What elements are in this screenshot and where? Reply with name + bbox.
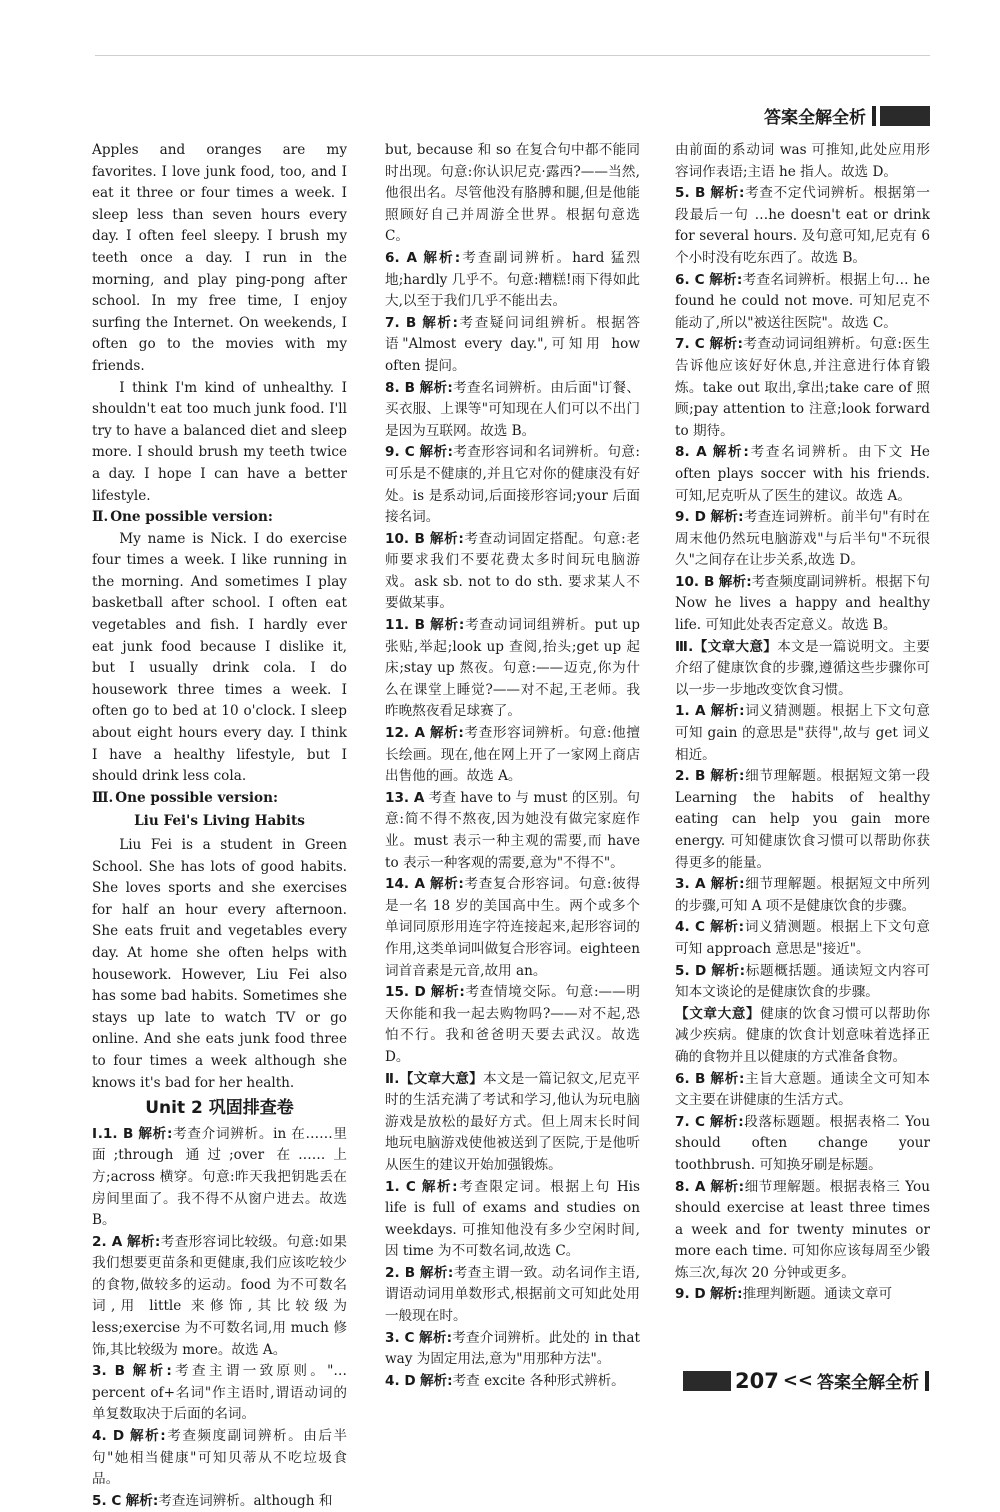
answer-label: 解析: <box>130 1428 166 1445</box>
answer-number: 5. D <box>675 962 707 979</box>
paragraph: Liu Fei is a student in Green School. She has lots of good habits. She loves sports and she exercises for half an hour every afternoon. She eats fruit and vegetables every day. At home she often helps with housework. However, Liu Fei also has some bad habits. Sometimes she stays up late to watch TV or go online. And she eats junk food three to four times a week although she knows it's bad for her health. <box>92 837 347 1091</box>
answer-text: 考查主谓一致。动名词作主语,谓语动词用单数形式,根据前文可知此处用一般现在时。 <box>385 1264 640 1325</box>
answer-label: 解析: <box>430 617 465 634</box>
answer-number: 13. A <box>385 789 425 806</box>
answer-label: 解析: <box>710 1178 745 1195</box>
answer-number: 12. A <box>385 725 425 742</box>
answer-text: 本文是一篇记叙文,尼克平时的生活充满了考试和学习,他认为玩电脑游戏是放松的最好方式。但上周末长时间地玩电脑游戏使他被送到了医院,于是他听从医生的建议开始加强锻炼。 <box>385 1070 640 1173</box>
answer-item <box>675 183 930 269</box>
answer-label: 解析: <box>710 1070 745 1087</box>
answer-text: 考查名词辨析。根据上句… he found he could not move. 可知尼克不能动了,所以"被送往医院"。故选 C。 <box>675 271 930 331</box>
answer-label: 解析: <box>419 444 453 461</box>
answer-number: 3. C <box>385 1329 415 1346</box>
answer-number: 8. B <box>385 379 416 396</box>
answer-item <box>675 507 930 572</box>
answer-label: 解析: <box>718 573 752 590</box>
section-number: Ⅲ. <box>92 789 114 806</box>
answer-item <box>385 313 640 378</box>
answer-number: 3. A <box>675 876 706 893</box>
answer-item <box>92 1232 347 1362</box>
answer-label: 解析: <box>710 703 745 720</box>
answer-text: 考查动词固定搭配。句意:老师要求我们不要花费太多时间玩电脑游戏。ask sb. not to do sth. 要求某人不要做某事。 <box>385 530 640 612</box>
answer-item <box>675 701 930 766</box>
answer-text: 考查不定代词辨析。根据第一段最后一句 …he doesn't eat or drink for several hours. 及句意可知,尼克有 6 个小时没有吃东西了。故选 B。 <box>675 185 931 266</box>
answer-label: 解析: <box>419 1372 453 1389</box>
section-number: Ⅰ. <box>92 1125 103 1142</box>
answer-item <box>675 961 930 1004</box>
answer-label: 解析: <box>710 919 745 936</box>
answer-number: 6. A <box>385 249 417 266</box>
answer-number: 9. C <box>385 444 415 461</box>
section-number: Ⅱ. <box>92 509 109 526</box>
answer-label: 【文章大意】 <box>399 1070 483 1087</box>
page-number: 207 <box>735 1368 779 1393</box>
answer-number: 15. D <box>385 984 426 1001</box>
answer-number: 1. C <box>385 1178 416 1195</box>
answer-text: 考查主谓一致原则。"…percent of+名词"作主语时,谓语动词的单复数取决于后面的名词。 <box>92 1363 347 1423</box>
footer-label: 答案全解全析 <box>817 1373 920 1393</box>
answer-text: 考查连词辨析。前半句"有时在周末他仍然玩电脑游戏"与后半句"不玩很久"之间存在让步关系,故选 D。 <box>675 509 931 569</box>
column-1 <box>92 140 347 1512</box>
answer-label: 解析: <box>419 379 453 396</box>
answer-item <box>385 378 640 443</box>
answer-text: 考查频度副词辨析。由后半句"她相当健康"可知贝蒂从不吃垃圾食品。 <box>92 1428 348 1488</box>
answer-text: 细节理解题。根据短文中所列的步骤,可知 A 项不是健康饮食的步骤。 <box>675 876 931 914</box>
answer-number: 1. B <box>102 1125 134 1142</box>
answer-text: 考查动词词组辨析。句意:医生告诉他应该好好休息,并注意进行体育锻炼。take out 取出,拿出;take care of 照顾;pay attention to 注意;look forward to 期待。 <box>675 336 930 439</box>
answer-item <box>92 1361 347 1426</box>
answer-number: 5. C <box>92 1492 122 1509</box>
answer-item <box>675 1112 930 1177</box>
answer-label: 解析: <box>709 336 743 353</box>
answer-item <box>385 723 640 788</box>
section-number: Ⅱ. <box>385 1070 400 1087</box>
section-heading <box>92 507 347 529</box>
answer-text: 词义猜测题。根据上下文句意可知 gain 的意思是"获得",故与 get 词义相近。 <box>675 703 931 763</box>
answer-label: 解析: <box>711 962 746 979</box>
answer-number: 2. B <box>385 1264 416 1281</box>
answer-number: 6. C <box>675 271 705 288</box>
answer-label: 解析: <box>125 1492 159 1509</box>
answer-item <box>675 1004 930 1069</box>
answer-label: 解析: <box>429 725 464 742</box>
header-rule <box>95 55 930 56</box>
answer-text: 标题概括题。通读短文内容可知本文谈论的是健康饮食的步骤。 <box>675 962 931 1001</box>
answer-text: 考查形容词比较级。句意:如果我们想要更苗条和更健康,我们应该吃较少的食物,做较多的运动。food 为不可数名词,用 little 来修饰,其比较级为 less;exercise 为不可数名词,用 much 修饰,其比较级为 more。故选 A。 <box>92 1233 347 1358</box>
answer-label: 解析: <box>430 984 465 1001</box>
header <box>764 103 930 128</box>
answer-label: 解析: <box>710 185 745 202</box>
header-block <box>880 106 930 126</box>
answer-item <box>675 572 930 637</box>
answer-text: 考查介词辨析。此处的 in that way 为固定用法,意为"用那种方法"。 <box>385 1329 641 1368</box>
answer-label: 解析: <box>126 1233 161 1250</box>
answer-text: 考查 excite 各种形式辨析。 <box>452 1372 625 1389</box>
unit-title: Unit 2 巩固排查卷 <box>145 1098 294 1119</box>
answer-item <box>385 1263 640 1328</box>
answer-number: 2. A <box>92 1233 123 1250</box>
answer-text: 主旨大意题。通读全文可知本文主要在讲健康的生活方式。 <box>675 1070 931 1109</box>
answer-label: 解析: <box>710 876 745 893</box>
answer-text: 考查副词辨析。hard 猛烈地;hardly 几乎不。句意:糟糕!雨下得如此大,以至于我们几乎不能出去。 <box>385 249 640 310</box>
answer-number: 7. C <box>675 336 705 353</box>
answer-label: 解析: <box>419 1264 454 1281</box>
answer-text: 考查动词词组辨析。put up 张贴,举起;look up 查阅,抬头;get up 起床;stay up 熬夜。句意:——迈克,你为什么在课堂上睡觉?——对不起,王老师。我昨晚熬夜看足球赛了。 <box>385 617 640 720</box>
answer-item <box>675 917 930 960</box>
answer-text: 考查限定词。根据上句 His life is full of exams and studies on weekdays. 可推知他没有多少空闲时间,因 time 为不可数名词,故选 C。 <box>385 1178 641 1260</box>
answer-item <box>385 248 640 313</box>
answer-text: 考查连词辨析。although 和 <box>158 1492 333 1509</box>
answer-label: 解析: <box>712 444 749 461</box>
answer-number: 6. B <box>675 1070 706 1087</box>
answer-label: 解析: <box>422 314 458 331</box>
answer-number: 4. C <box>675 919 706 936</box>
footer-bar <box>925 1371 929 1391</box>
column-3 <box>675 140 930 1306</box>
answer-number: 10. B <box>385 530 425 547</box>
answer-number: 7. C <box>675 1113 705 1130</box>
answer-text: 细节理解题。根据表格三 You should exercise at least three times a week and for twenty minutes or more each time. 可知你应该每周至少锻炼三次,每次 20 分钟或更多。 <box>675 1178 930 1281</box>
answer-text: 词义猜测题。根据上下文句意可知 approach 意思是"接近"。 <box>675 919 931 957</box>
answer-item <box>385 442 640 528</box>
answer-item <box>675 1069 930 1112</box>
answer-text: 考查形容词辨析。句意:他擅长绘画。现在,他在网上开了一家网上商店出售他的画。故选 A。 <box>385 725 640 785</box>
column-2 <box>385 140 640 1392</box>
answer-item <box>675 874 930 917</box>
answer-text: 考查名词辨析。由下文 He often plays soccer with his friends. 可知,尼克听从了医生的建议。故选 A。 <box>675 444 930 504</box>
answer-label: 【文章大意】 <box>675 1005 761 1022</box>
answer-label: 解析: <box>709 271 743 288</box>
essay-title: Liu Fei's Living Habits <box>134 813 305 830</box>
answer-item <box>92 1426 347 1491</box>
answer-text: 考查疑问词组辨析。根据答语"Almost every day.",可知用 how often 提问。 <box>385 314 641 374</box>
answer-item <box>385 982 640 1068</box>
answer-item <box>675 442 930 507</box>
section-text: One possible version: <box>115 789 278 806</box>
answer-item <box>385 529 640 615</box>
answer-label: 解析: <box>710 768 745 785</box>
answer-text: 细节理解题。根据短文第一段 Learning the habits of healthy eating can help you gain more energy. 可知健康饮食习惯可以帮助你获得更多的能量。 <box>675 768 931 871</box>
answer-number: 10. B <box>675 573 715 590</box>
answer-item <box>675 1284 930 1306</box>
answer-text: 考查频度副词辨析。根据下句 Now he lives a happy and healthy life. 可知此处表否定意义。故选 B。 <box>675 573 931 634</box>
answer-number: 8. A <box>675 444 707 461</box>
paragraph: Apples and oranges are my favorites. I love junk food, too, and I eat it three or four times a week. I sleep less than seven hours every day. I often feel sleepy. I brush my teeth once a day. I run in the morning, and play ping-pong after school. In my free time, I enjoy surfing the Internet. On weekends, I often go to the movies with my friends. <box>92 142 347 374</box>
answer-number: 2. B <box>675 768 706 785</box>
answer-label: 解析: <box>423 249 461 266</box>
answer-label: 解析: <box>138 1125 173 1142</box>
answer-text: 考查 have to 与 must 的区别。句意:简不得不熬夜,因为她没有做完家庭作业。must 表示一种主观的需要,而 have to 表示一种客观的需要,意为"不得不"。 <box>385 789 640 871</box>
answer-label: 解析: <box>419 1329 453 1346</box>
paragraph: but, because 和 so 在复合句中都不能同时出现。句意:你认识尼克·露西?——当然,他很出名。尽管他没有胳膊和腿,但是他能照顾好自己并周游全世界。根据句意选 C。 <box>385 142 640 245</box>
answer-label: 解析: <box>709 1113 744 1130</box>
footer <box>683 1368 929 1393</box>
answer-label: 解析: <box>132 1363 172 1380</box>
header-bar <box>872 106 876 126</box>
answer-label: 解析: <box>709 1286 743 1303</box>
answer-item <box>385 874 640 982</box>
answer-item <box>385 1177 640 1263</box>
section-text: One possible version: <box>110 509 273 526</box>
answer-item <box>92 1124 347 1232</box>
answer-item <box>385 1328 640 1371</box>
answer-text: 段落标题题。根据表格二 You should often change your toothbrush. 可知换牙刷是标题。 <box>675 1113 931 1173</box>
answer-number: 11. B <box>385 617 425 634</box>
answer-number: 8. A <box>675 1178 706 1195</box>
answer-text: 本文是一篇说明文。主要介绍了健康饮食的步骤,遵循这些步骤你可以一步一步地改变饮食习惯。 <box>675 638 931 698</box>
footer-block <box>683 1371 731 1391</box>
answer-number: 5. B <box>675 185 706 202</box>
answer-number: 14. A <box>385 876 425 893</box>
paragraph: I think I'm kind of unhealthy. I shouldn't eat too much junk food. I'll try to have a balanced diet and sleep more. I should brush my teeth twice a day. I hope I can have a better lifestyle. <box>92 379 347 504</box>
answer-item <box>675 334 930 442</box>
answer-number: 7. B <box>385 314 417 331</box>
answer-text: 考查介词辨析。in 在……里面;through 通过;over 在……上方;across 横穿。句意:昨天我把钥匙丢在房间里面了。我不得不从窗户进去。故选 B。 <box>92 1125 347 1229</box>
paragraph: My name is Nick. I do exercise four times a week. I like running in the morning. And sometimes I play basketball after school. I often eat vegetables and fish. I hardly ever eat junk food because I dislike it, but I usually drink cola. I do housework three times a week. I often go to bed at 10 o'clock. I sleep about eight hours every day. I think I have a healthy lifestyle, but I should drink less cola. <box>92 530 347 785</box>
answer-number: 4. D <box>385 1372 416 1389</box>
answer-item <box>675 766 930 874</box>
answer-label: 解析: <box>429 530 464 547</box>
answer-number: 4. D <box>92 1428 125 1445</box>
answer-label: 解析: <box>710 509 744 526</box>
answer-text: 推理判断题。通读文章可 <box>742 1286 893 1303</box>
answer-label: 解析: <box>421 1178 458 1195</box>
answer-item <box>385 1069 640 1177</box>
section-number: Ⅲ. <box>675 638 694 655</box>
answer-item <box>675 1177 930 1285</box>
answer-label: 【文章大意】 <box>693 638 778 655</box>
answer-text: 考查形容词和名词辨析。句意:可乐是不健康的,并且它对你的健康没有好处。is 是系动词,后面接形容词;your 后面接名词。 <box>385 444 640 526</box>
answer-item <box>675 270 930 335</box>
chevron-icon: << <box>782 1370 814 1391</box>
header-title: 答案全解全析 <box>764 108 866 128</box>
answer-text: 考查复合形容词。句意:彼得是一名 18 岁的美国高中生。两个或多个单词同原形用连字符连接起来,起形容词的作用,这类单词叫做复合形容词。eighteen 词首音素是元音,故用 an。 <box>385 876 640 979</box>
answer-text: 考查名词辨析。由后面"订餐、买衣服、上课等"可知现在人们可以不出门是因为互联网。故选 B。 <box>385 379 640 439</box>
answer-item <box>92 1491 347 1512</box>
answer-item <box>385 788 640 874</box>
answer-text: 考查情境交际。句意:——明天你能和我一起去购物吗?——对不起,恐怕不行。我和爸爸明天要去武汉。故选 D。 <box>385 984 640 1065</box>
answer-item <box>675 637 930 702</box>
answer-number: 9. D <box>675 509 706 526</box>
answer-item <box>385 615 640 723</box>
answer-label: 解析: <box>429 876 464 893</box>
answer-item <box>385 1371 640 1393</box>
section-heading <box>92 788 347 810</box>
answer-number: 1. A <box>675 703 706 720</box>
answer-number: 3. B <box>92 1363 126 1380</box>
answer-number: 9. D <box>675 1286 706 1303</box>
answer-text: 健康的饮食习惯可以帮助你减少疾病。健康的饮食计划意味着选择正确的食物并且以健康的方式准备食物。 <box>675 1005 931 1065</box>
paragraph: 由前面的系动词 was 可推知,此处应用形容词作表语;主语 he 指人。故选 D。 <box>675 142 930 180</box>
